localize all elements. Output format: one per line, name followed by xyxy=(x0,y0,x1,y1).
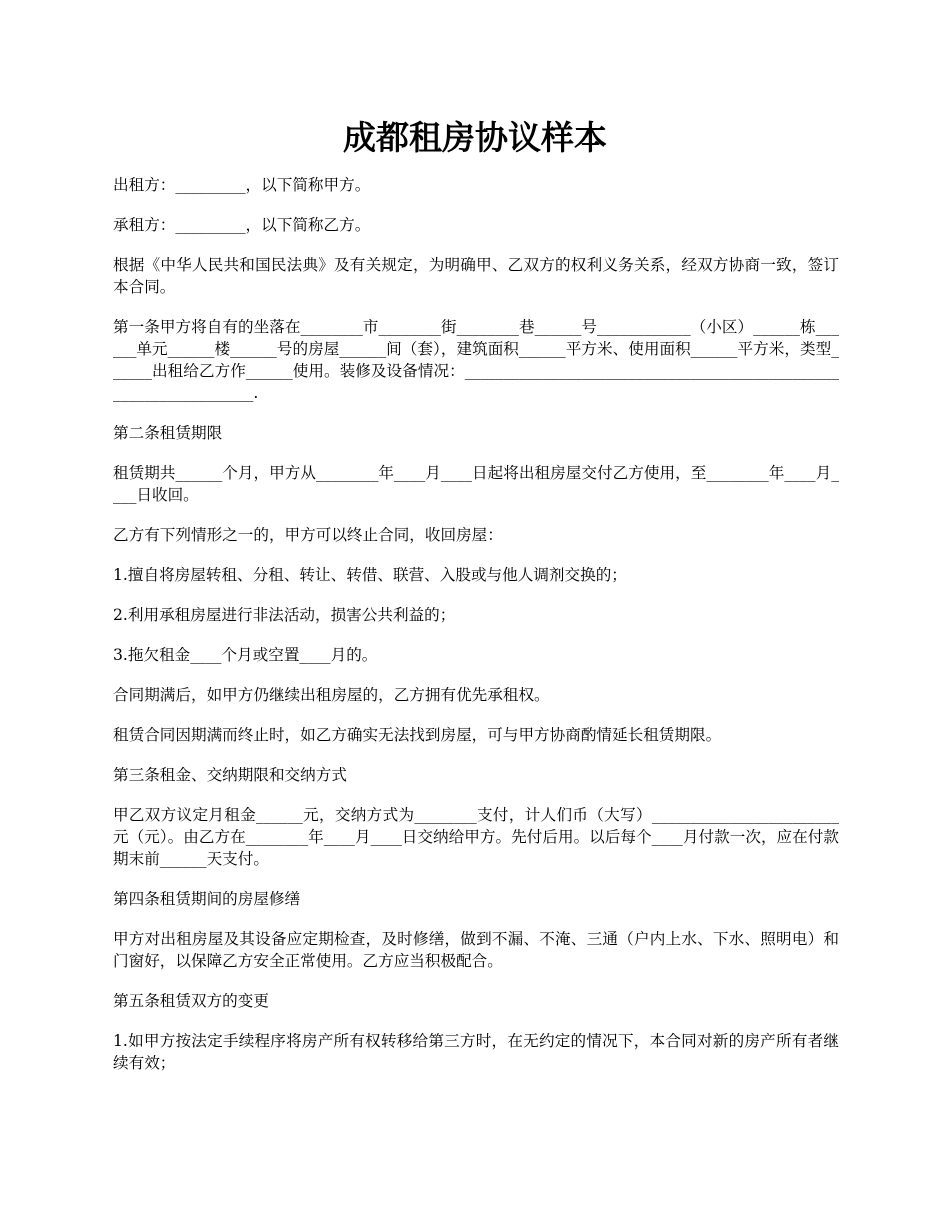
paragraph-lessee: 承租方：_________，以下简称乙方。 xyxy=(113,216,371,234)
heading-article-4: 第四条租赁期间的房屋修缮 xyxy=(113,890,301,908)
paragraph-preamble: 根据《中华人民共和国民法典》及有关规定，为明确甲、乙双方的权利义务关系，经双方协商一致，签订本合同。 xyxy=(113,256,839,296)
paragraph-lessor: 出租方：_________，以下简称甲方。 xyxy=(113,176,371,194)
heading-article-2: 第二条租赁期限 xyxy=(113,424,223,442)
paragraph-termination-intro: 乙方有下列情形之一的，甲方可以终止合同，收回房屋： xyxy=(113,526,503,544)
paragraph-change-1: 1.如甲方按法定手续程序将房产所有权转移给第三方时，在无约定的情况下，本合同对新的房产所有者继续有效； xyxy=(113,1032,839,1072)
document-body xyxy=(113,174,839,1092)
heading-article-5: 第五条租赁双方的变更 xyxy=(113,992,269,1010)
paragraph-lease-term: 租赁期共______个月，甲方从________年____月____日起将出租房屋交付乙方使用，至________年____月____日收回。 xyxy=(113,464,839,504)
paragraph-priority-right: 合同期满后，如甲方仍继续出租房屋的，乙方拥有优先承租权。 xyxy=(113,686,550,704)
paragraph-extension: 租赁合同因期满而终止时，如乙方确实无法找到房屋，可与甲方协商酌情延长租赁期限。 xyxy=(113,726,722,744)
document-title: 成都租房协议样本 xyxy=(343,118,607,157)
paragraph-termination-2: 2.利用承租房屋进行非法活动，损害公共利益的； xyxy=(113,606,456,624)
heading-article-3: 第三条租金、交纳期限和交纳方式 xyxy=(113,766,347,784)
paragraph-repairs: 甲方对出租房屋及其设备应定期检查，及时修缮，做到不漏、不淹、三通（户内上水、下水、照明电）和门窗好，以保障乙方安全正常使用。乙方应当积极配合。 xyxy=(113,930,839,970)
paragraph-termination-3: 3.拖欠租金____个月或空置____月的。 xyxy=(113,646,378,664)
paragraph-rent: 甲乙双方议定月租金______元，交纳方式为________支付，计人们币（大写）________________________元（元）。由乙方在________年____月____日交纳给甲方。先付后用。以后每个____月付款一次，应在付款期末前______天支付。 xyxy=(113,806,839,868)
paragraph-article-1: 第一条甲方将自有的坐落在________市________街________巷______号____________（小区）______栋______单元______楼______号的房屋______间（套），建筑面积______平方米、使用面积______平方米，类型______出租给乙方作______使用。装修及设备情况：__________________________________________________________________. xyxy=(113,318,839,402)
paragraph-termination-1: 1.擅自将房屋转租、分租、转让、转借、联营、入股或与他人调剂交换的； xyxy=(113,566,627,584)
